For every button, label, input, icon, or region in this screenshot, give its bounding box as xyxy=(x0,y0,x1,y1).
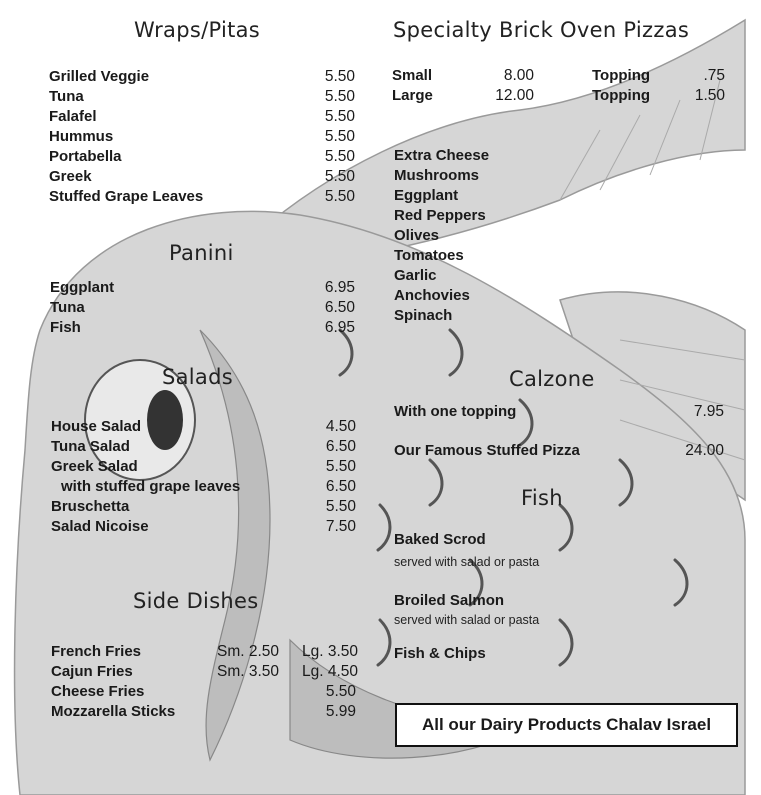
item-price-large: Lg. 4.50 xyxy=(301,663,358,680)
item-name: with stuffed grape leaves xyxy=(61,478,241,495)
list-item xyxy=(51,438,356,458)
list-item xyxy=(49,68,355,88)
item-name: Baked Scrod xyxy=(394,531,486,548)
section-title: Wraps/Pitas xyxy=(134,18,261,42)
topping-label: Topping xyxy=(592,87,651,104)
list-item xyxy=(51,663,358,683)
item-name: Hummus xyxy=(49,128,114,145)
section-title: Calzone xyxy=(509,367,595,391)
topping-price: .75 xyxy=(703,67,725,84)
item-name: Tuna xyxy=(49,88,84,105)
list-item xyxy=(49,148,355,168)
item-price: 5.50 xyxy=(324,68,355,85)
item-name: Broiled Salmon xyxy=(394,592,505,609)
list-item xyxy=(49,188,355,208)
item-description: served with salad or pasta xyxy=(394,555,540,569)
section-title: Side Dishes xyxy=(133,589,259,613)
section-title: Specialty Brick Oven Pizzas xyxy=(393,18,690,42)
list-item xyxy=(394,403,724,423)
topping-item: Eggplant xyxy=(394,187,459,204)
list-item xyxy=(49,168,355,188)
item-name: Grilled Veggie xyxy=(49,68,150,85)
list-item xyxy=(49,88,355,108)
item-price: 5.50 xyxy=(324,188,355,205)
list-item xyxy=(51,498,356,518)
list-item xyxy=(394,442,724,462)
item-name: Salad Nicoise xyxy=(51,518,149,535)
item-name: Falafel xyxy=(49,108,97,125)
item-name: Portabella xyxy=(49,148,122,165)
list-item xyxy=(51,683,356,703)
item-price: 6.50 xyxy=(325,438,356,455)
item-price: 5.50 xyxy=(324,108,355,125)
topping-label: Topping xyxy=(592,67,651,84)
item-price-small: Sm. 2.50 xyxy=(217,643,280,660)
item-price: 6.50 xyxy=(325,478,356,495)
item-price: 5.50 xyxy=(324,168,355,185)
item-name: Bruschetta xyxy=(51,498,130,515)
pizza-topping-row xyxy=(592,67,725,87)
topping-item: Garlic xyxy=(394,267,437,284)
item-name: Cheese Fries xyxy=(51,683,145,700)
dairy-notice: All our Dairy Products Chalav Israel xyxy=(395,703,738,747)
list-item xyxy=(51,703,356,723)
pizza-size: Small xyxy=(392,67,433,84)
item-price: 5.50 xyxy=(324,88,355,105)
topping-item: Red Peppers xyxy=(394,207,486,224)
item-price: 5.50 xyxy=(324,148,355,165)
item-price: 5.99 xyxy=(325,703,356,720)
list-item xyxy=(51,518,356,538)
item-name: Eggplant xyxy=(50,279,115,296)
item-name: Mozzarella Sticks xyxy=(51,703,176,720)
item-price: 6.95 xyxy=(324,279,355,296)
list-item xyxy=(51,418,356,438)
list-item xyxy=(51,478,356,498)
section-title: Panini xyxy=(169,241,234,265)
item-name: Tuna xyxy=(50,299,85,316)
item-name: Greek Salad xyxy=(51,458,138,475)
list-item xyxy=(51,643,358,663)
topping-item: Olives xyxy=(394,227,440,244)
item-price: 5.50 xyxy=(325,683,356,700)
pizza-topping-row xyxy=(592,87,725,107)
pizza-size-price: 12.00 xyxy=(495,87,534,104)
topping-item: Extra Cheese xyxy=(394,147,490,164)
item-name: Greek xyxy=(49,168,92,185)
list-item xyxy=(51,458,356,478)
topping-item: Mushrooms xyxy=(394,167,480,184)
item-description: served with salad or pasta xyxy=(394,613,540,627)
item-price: 4.50 xyxy=(325,418,356,435)
pizza-size-row xyxy=(392,87,534,107)
item-name: Stuffed Grape Leaves xyxy=(49,188,204,205)
pizza-size-row xyxy=(392,67,534,87)
pizza-size: Large xyxy=(392,87,433,104)
topping-price: 1.50 xyxy=(694,87,725,104)
item-name: Cajun Fries xyxy=(51,663,133,680)
item-price-small: Sm. 3.50 xyxy=(217,663,280,680)
item-price: 6.95 xyxy=(324,319,355,336)
item-price: 5.50 xyxy=(325,498,356,515)
item-price: 5.50 xyxy=(325,458,356,475)
list-item xyxy=(49,128,355,148)
item-name: With one topping xyxy=(394,403,517,420)
item-price-large: Lg. 3.50 xyxy=(301,643,358,660)
item-price: 7.95 xyxy=(693,403,724,420)
list-item xyxy=(50,279,355,299)
item-price: 7.50 xyxy=(325,518,356,535)
topping-item: Spinach xyxy=(394,307,453,324)
item-name: Fish xyxy=(50,319,81,336)
topping-item: Tomatoes xyxy=(394,247,464,264)
list-item xyxy=(50,299,355,319)
item-price: 6.50 xyxy=(324,299,355,316)
item-name: House Salad xyxy=(51,418,142,435)
item-name: Fish & Chips xyxy=(394,645,486,662)
item-name: Our Famous Stuffed Pizza xyxy=(394,442,580,459)
item-name: French Fries xyxy=(51,643,142,660)
topping-item: Anchovies xyxy=(394,287,470,304)
item-name: Tuna Salad xyxy=(51,438,130,455)
item-price: 24.00 xyxy=(685,442,724,459)
list-item xyxy=(50,319,355,339)
item-price: 5.50 xyxy=(324,128,355,145)
section-title: Fish xyxy=(521,486,563,510)
pizza-size-price: 8.00 xyxy=(503,67,534,84)
list-item xyxy=(49,108,355,128)
section-title: Salads xyxy=(162,365,233,389)
